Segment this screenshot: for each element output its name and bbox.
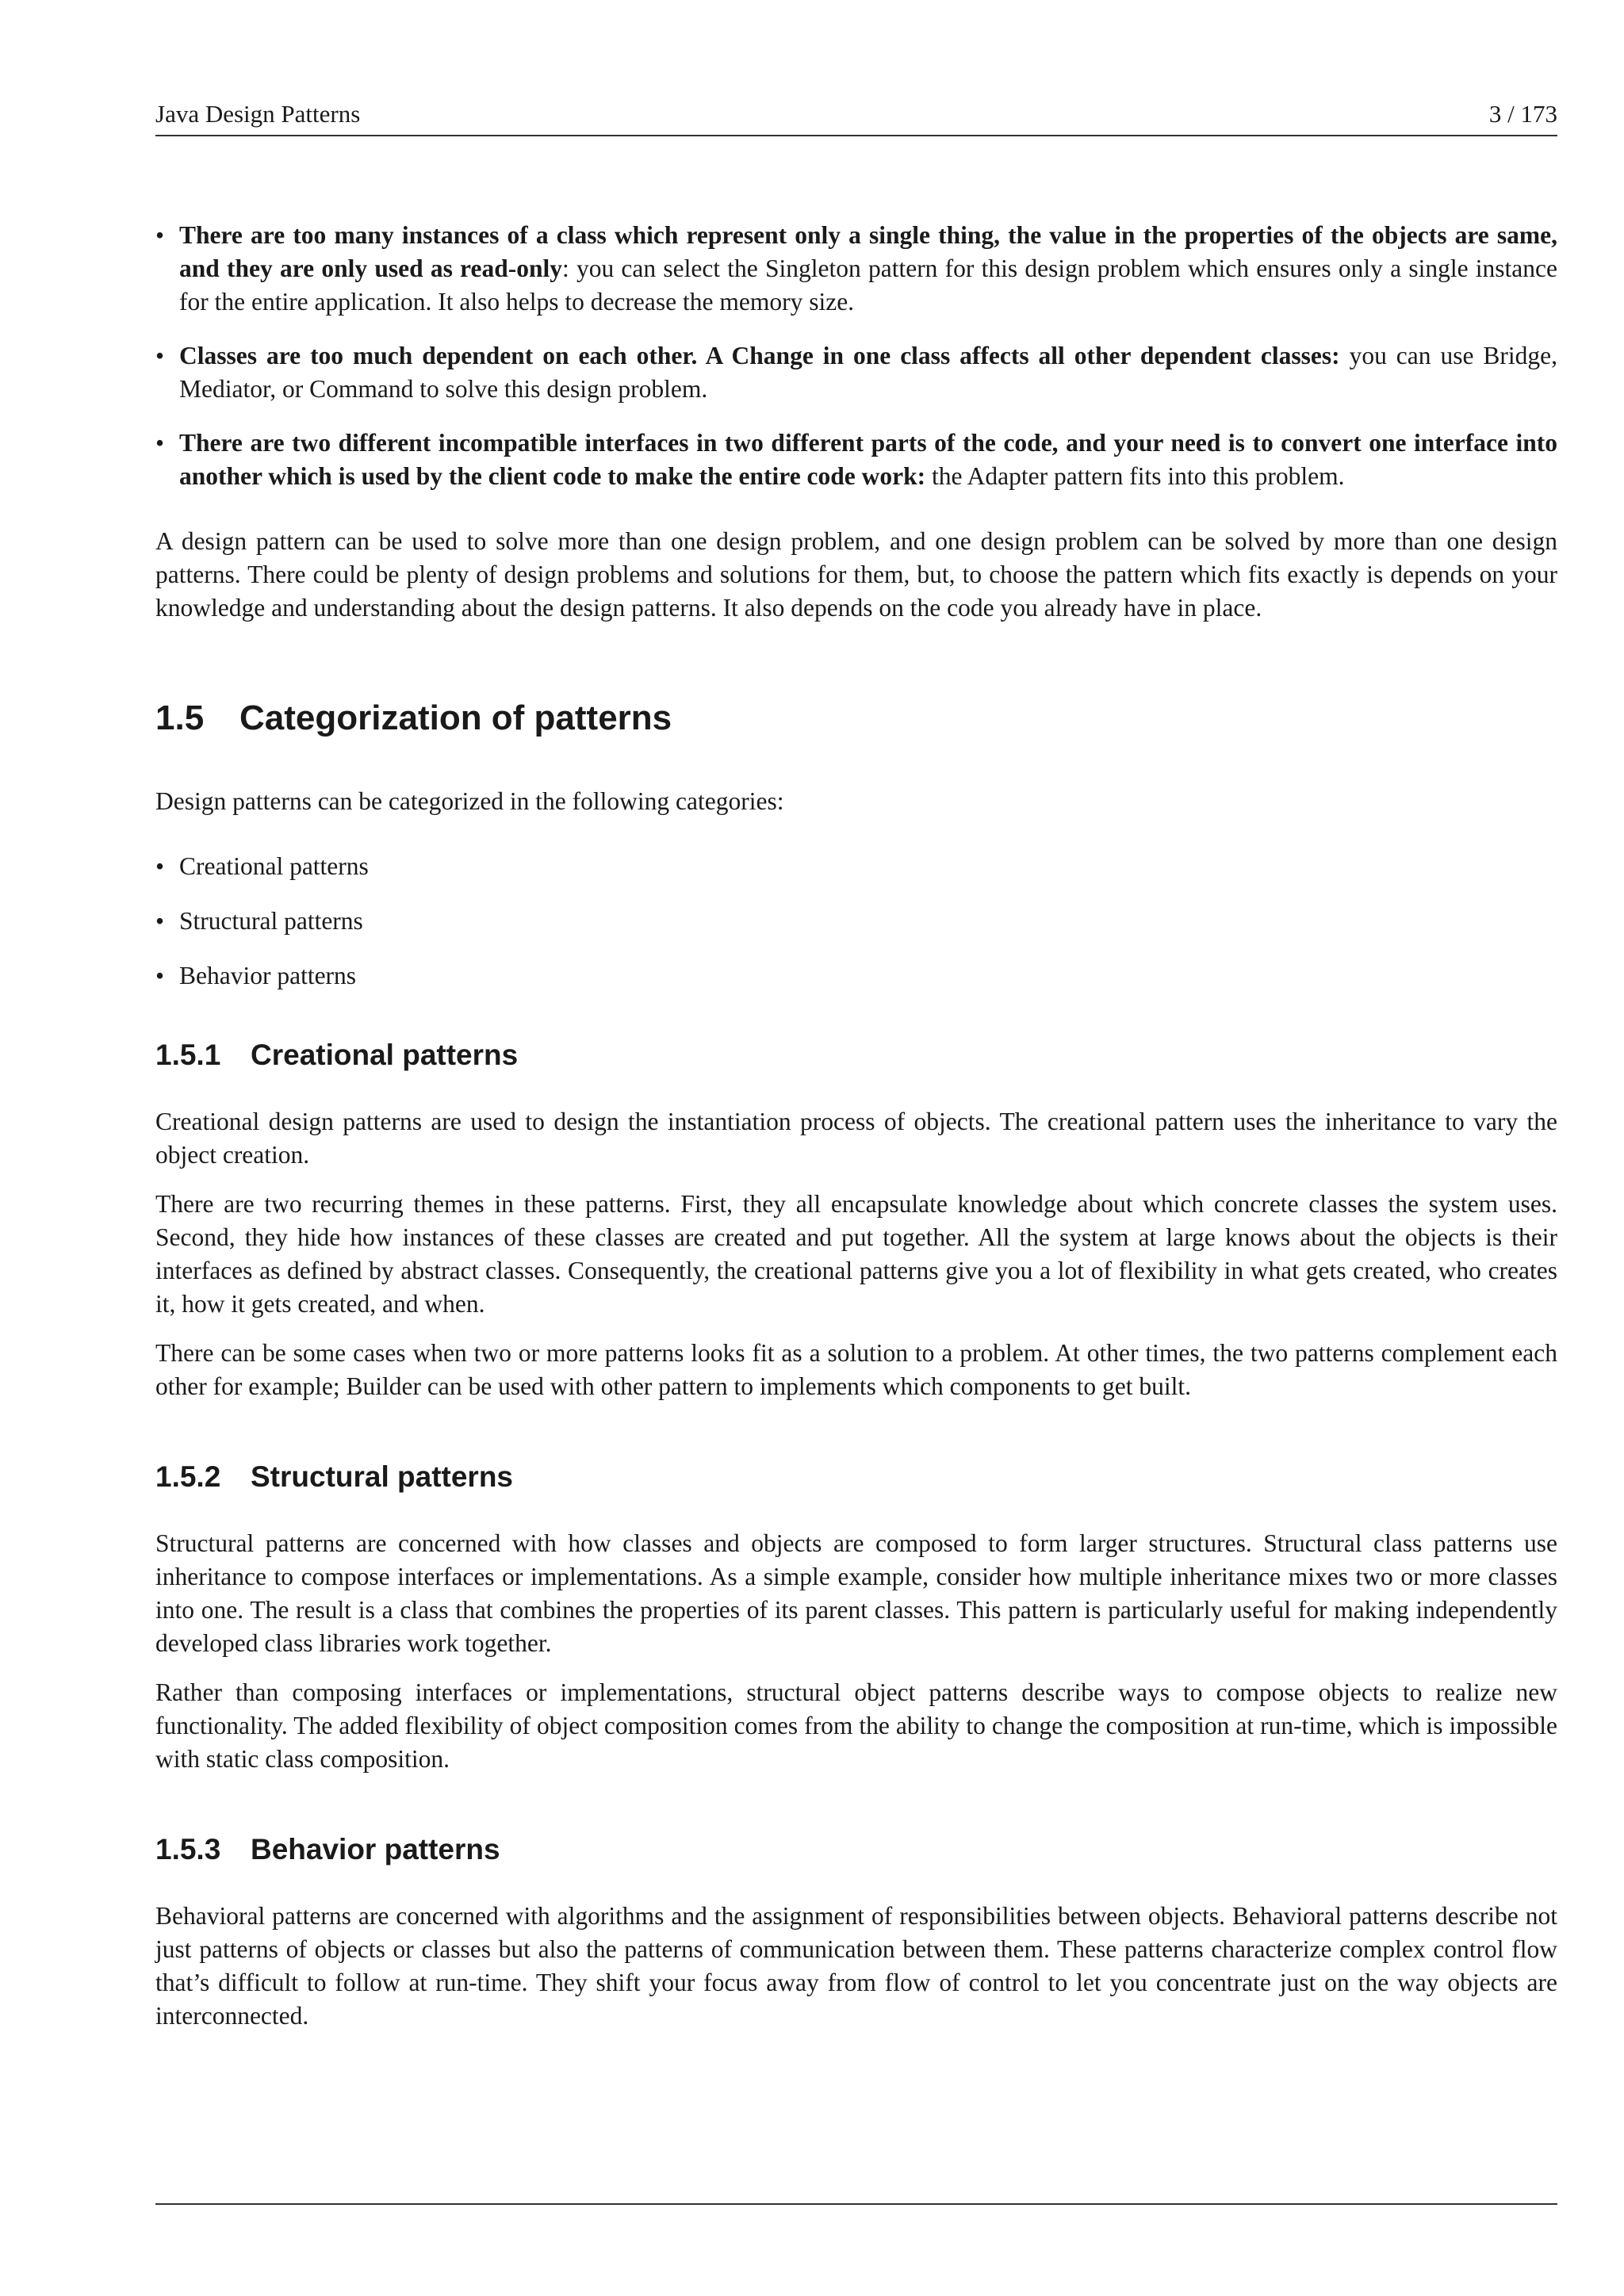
subsection-title: Structural patterns xyxy=(251,1460,514,1493)
body-paragraph: Rather than composing interfaces or implementations, structural object patterns describe ways to compose objects to realize new functionality. The added flexibility of object composition comes from the ability to change the composition at run-time, which is impossible with static class composition. xyxy=(155,1678,1557,1773)
design-issues-list xyxy=(155,219,1557,493)
category-label: Behavior patterns xyxy=(179,962,357,989)
issue-text: : you can select the Singleton pattern for this design problem which ensures only a single instance for the entire application. It also helps to decrease the memory size. xyxy=(179,254,1557,316)
body-paragraph: Creational design patterns are used to design the instantiation process of objects. The creational pattern uses the inheritance to vary the object creation. xyxy=(155,1108,1557,1169)
header-title: Java Design Patterns xyxy=(155,100,361,128)
list-item xyxy=(155,905,1557,938)
bullet: • xyxy=(155,907,165,935)
subsection-title: Creational patterns xyxy=(251,1039,519,1071)
categories-list xyxy=(155,850,1557,993)
list-item xyxy=(155,427,1557,493)
issue-text: the Adapter pattern fits into this problem. xyxy=(925,462,1345,490)
section-number: 1.5 xyxy=(155,698,205,737)
subsection-heading-structural xyxy=(155,1459,1557,1495)
section-title: Categorization of patterns xyxy=(239,698,672,737)
subsection-heading-behavior xyxy=(155,1831,1557,1868)
footer-rule xyxy=(155,2203,1557,2205)
category-label: Structural patterns xyxy=(179,907,363,935)
issue-bold-text: Classes are too much dependent on each other. A Change in one class affects all other dependent classes: xyxy=(179,342,1340,369)
bullet: • xyxy=(155,962,165,989)
issue-bold-text: There are too many instances of a class which represent only a single thing, the value in the properties of the objects are same, and they are only used as read-only xyxy=(179,221,1557,282)
section-heading xyxy=(155,698,1557,739)
category-label: Creational patterns xyxy=(179,852,369,880)
body-paragraph: Behavioral patterns are concerned with algorithms and the assignment of responsibilities between objects. Behavioral patterns describe not just patterns of objects or classes but also the patterns of communication between them. These patterns characterize complex control flow that’s difficult to follow at run-time. They shift your focus away from flow of control to let you concentrate just on the way objects are interconnected. xyxy=(155,1902,1557,2030)
page-number: 3 / 173 xyxy=(1488,100,1557,128)
document-page xyxy=(155,0,1557,2296)
list-item xyxy=(155,850,1557,883)
bullet: • xyxy=(155,429,165,457)
issue-bold-text: There are two different incompatible interfaces in two different parts of the code, and your need is to convert one interface into another which is used by the client code to make the entire code work: xyxy=(179,429,1557,490)
section-lead: Design patterns can be categorized in the following categories: xyxy=(155,787,784,815)
subsection-number: 1.5.1 xyxy=(155,1039,221,1071)
body-paragraph: There can be some cases when two or more patterns looks fit as a solution to a problem. At other times, the two patterns complement each other for example; Builder can be used with other pattern to implements which components to get built. xyxy=(155,1339,1557,1400)
bullet: • xyxy=(155,852,165,880)
list-item xyxy=(155,219,1557,319)
list-item xyxy=(155,339,1557,406)
body-paragraph: There are two recurring themes in these patterns. First, they all encapsulate knowledge about which concrete classes the system uses. Second, they hide how instances of these classes are created and put together. All the system at large knows about the objects is their interfaces as defined by abstract classes. Consequently, the creational patterns give you a lot of flexibility in what gets created, who creates it, how it gets created, and when. xyxy=(155,1190,1557,1318)
subsection-heading-creational xyxy=(155,1037,1557,1073)
subsection-title: Behavior patterns xyxy=(251,1833,500,1866)
list-item xyxy=(155,959,1557,993)
issue-text: you can use Bridge, Mediator, or Command to solve this design problem. xyxy=(179,342,1558,403)
bullet: • xyxy=(155,221,165,249)
page-content xyxy=(155,219,1557,2033)
subsection-number: 1.5.3 xyxy=(155,1833,221,1866)
intro-paragraph: A design pattern can be used to solve more than one design problem, and one design problem can be solved by more than one design patterns. There could be plenty of design problems and solutions for them, but, to choose the pattern which fits exactly is depends on your knowledge and understanding about the design patterns. It also depends on the code you already have in place. xyxy=(155,527,1557,622)
running-header xyxy=(155,97,1557,136)
body-paragraph: Structural patterns are concerned with how classes and objects are composed to form larger structures. Structural class patterns use inheritance to compose interfaces or implementations. As a simple example, consider how multiple inheritance mixes two or more classes into one. The result is a class that combines the properties of its parent classes. This pattern is particularly useful for making independently developed class libraries work together. xyxy=(155,1529,1557,1657)
bullet: • xyxy=(155,342,165,369)
subsection-number: 1.5.2 xyxy=(155,1460,221,1493)
